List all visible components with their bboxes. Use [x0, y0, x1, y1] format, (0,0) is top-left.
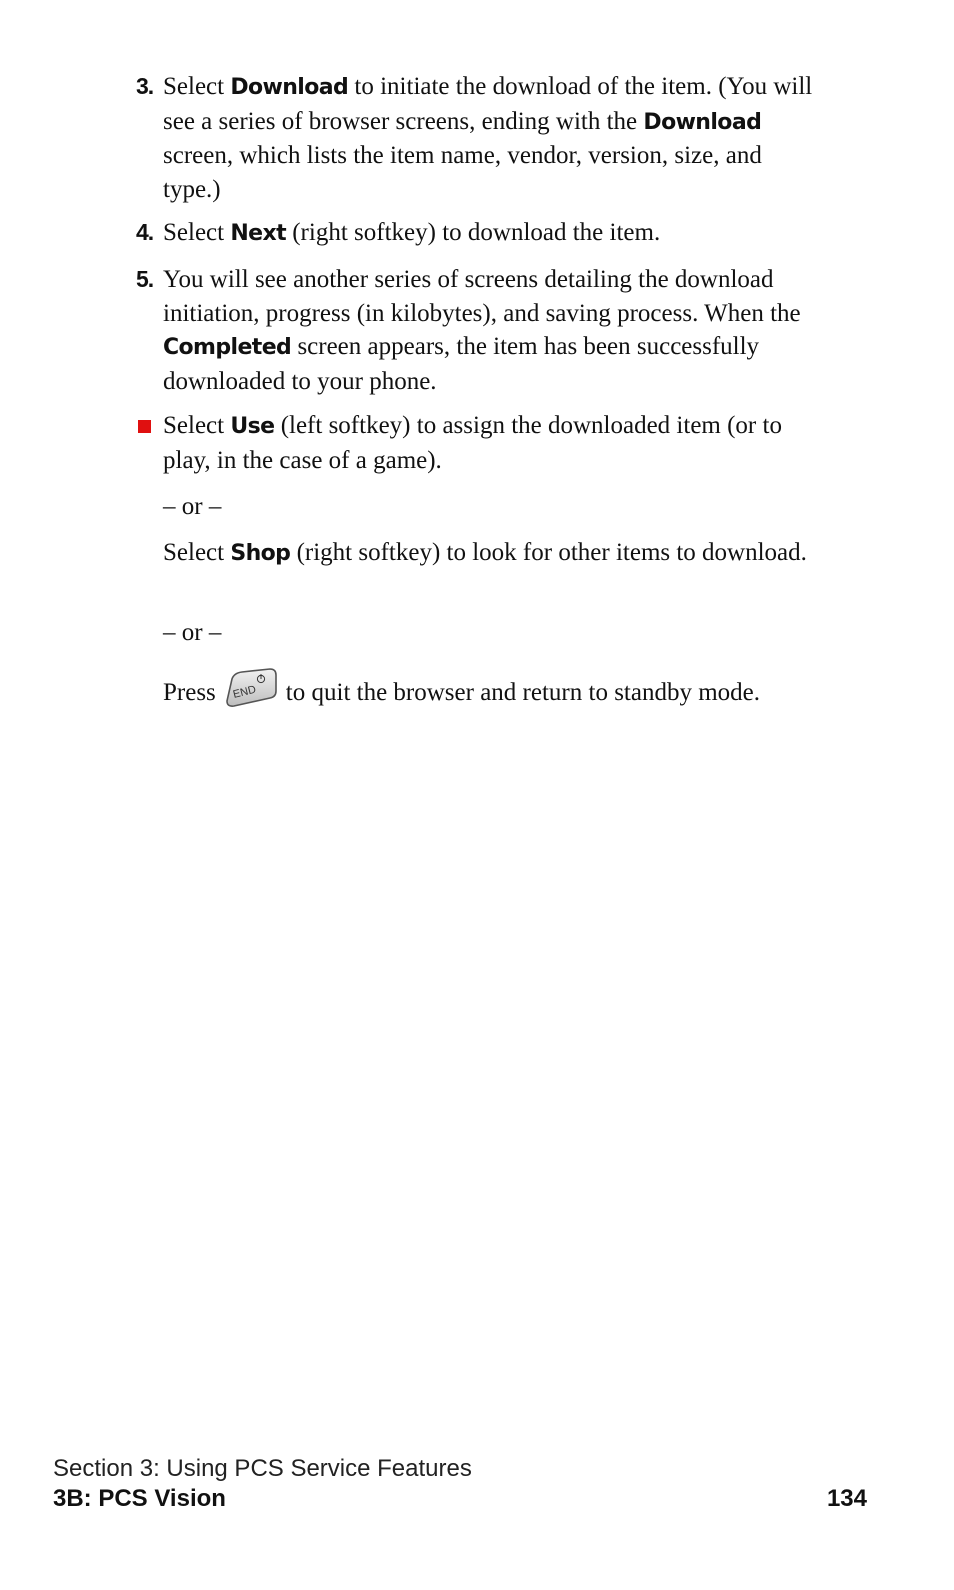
step-text: screen, which lists the item name, vendor, version, size, and type.): [163, 142, 762, 203]
footer-section-title: Section 3: Using PCS Service Features: [53, 1455, 472, 1482]
option-text: to quit the browser and return to standby mode.: [285, 679, 761, 706]
step-text: Select: [163, 219, 231, 246]
step-number: 4.: [136, 219, 154, 245]
keyword-completed: Completed: [163, 335, 292, 360]
keyword-shop: Shop: [230, 541, 291, 566]
press-option: [163, 674, 813, 712]
bullet-use: [163, 409, 813, 477]
step-text: screen appears, the item has been successfully downloaded to your phone.: [163, 333, 760, 395]
page-number: 134: [826, 1485, 867, 1512]
step-text: (right softkey) to download the item.: [285, 219, 661, 246]
step-3: [136, 70, 813, 206]
step-text: to initiate the download of the item. (You will see a series of browser screens, ending with the: [163, 73, 813, 135]
option-text: (right softkey) to look for other items to download.: [290, 539, 807, 566]
or-separator: – or –: [163, 493, 222, 520]
bullet-text: Select: [163, 412, 231, 439]
or-separator: – or –: [163, 619, 222, 646]
end-key-label: END: [231, 683, 258, 702]
keyword-download: Download: [643, 109, 762, 135]
keyword-use: Use: [230, 414, 275, 439]
footer-chapter-title: 3B: PCS Vision: [53, 1485, 226, 1512]
shop-option: [163, 536, 813, 571]
step-number: 3.: [136, 73, 154, 99]
option-text: Select: [163, 539, 231, 566]
keyword-next: Next: [230, 221, 286, 246]
step-text: Select: [163, 73, 231, 100]
step-4: [136, 216, 813, 251]
end-key-icon: [224, 667, 278, 709]
step-text: You will see another series of screens detailing the download initiation, progress (in kilobytes), and saving process. When the: [163, 266, 801, 327]
bullet-text: (left softkey) to assign the downloaded item (or to play, in the case of a game).: [163, 412, 782, 474]
step-5: [136, 263, 813, 398]
red-square-bullet-icon: [138, 420, 151, 433]
keyword-download: Download: [230, 75, 349, 100]
step-number: 5.: [136, 266, 154, 292]
option-text: Press: [163, 679, 216, 706]
